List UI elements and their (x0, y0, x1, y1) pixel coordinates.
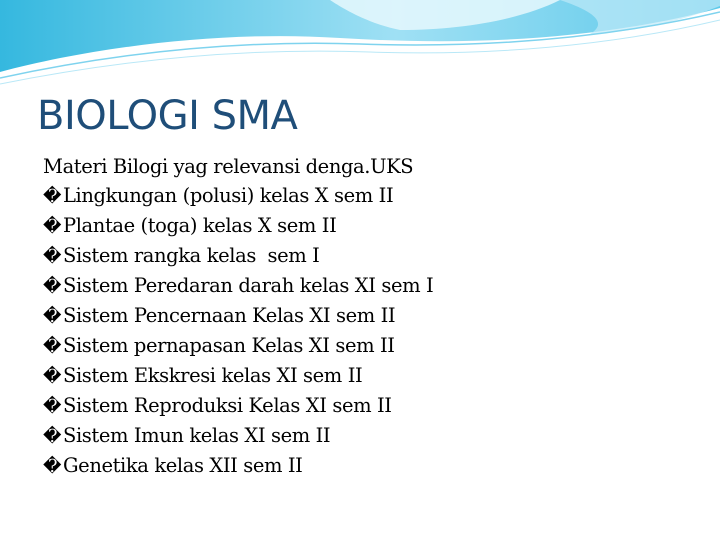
list-item-label: Sistem Peredaran darah kelas XI sem I (63, 274, 434, 297)
list-item-label: Sistem rangka kelas sem I (63, 244, 320, 267)
list-item (43, 421, 433, 451)
list-item (43, 181, 433, 211)
list-item-label: Plantae (toga) kelas X sem II (63, 214, 337, 237)
list-item (43, 361, 433, 391)
bullet-icon: � (43, 246, 62, 267)
list-item-label: Sistem pernapasan Kelas XI sem II (63, 334, 395, 357)
bullet-icon: � (43, 396, 62, 417)
list-item-label: Sistem Ekskresi kelas XI sem II (63, 364, 363, 387)
bullet-icon: � (43, 216, 62, 237)
list-item (43, 271, 433, 301)
list-item (43, 241, 433, 271)
list-item-label: Sistem Imun kelas XI sem II (63, 424, 331, 447)
content-list (43, 152, 433, 481)
bullet-icon: � (43, 276, 62, 297)
bullet-icon: � (43, 186, 62, 207)
bullet-icon: � (43, 426, 62, 447)
list-item-label: Sistem Pencernaan Kelas XI sem II (63, 304, 396, 327)
list-item (43, 391, 433, 421)
list-item-label: Genetika kelas XII sem II (63, 454, 303, 477)
list-item (43, 301, 433, 331)
list-item (43, 211, 433, 241)
list-item-label: Sistem Reproduksi Kelas XI sem II (63, 394, 392, 417)
list-item (43, 451, 433, 481)
list-item (43, 331, 433, 361)
header-wave-decoration (0, 0, 720, 90)
intro-line: Materi Bilogi yag relevansi denga.UKS (43, 155, 414, 178)
slide-title: BIOLOGI SMA (37, 93, 298, 139)
list-item-label: Lingkungan (polusi) kelas X sem II (63, 184, 394, 207)
bullet-icon: � (43, 306, 62, 327)
bullet-icon: � (43, 456, 62, 477)
bullet-icon: � (43, 336, 62, 357)
bullet-icon: � (43, 366, 62, 387)
